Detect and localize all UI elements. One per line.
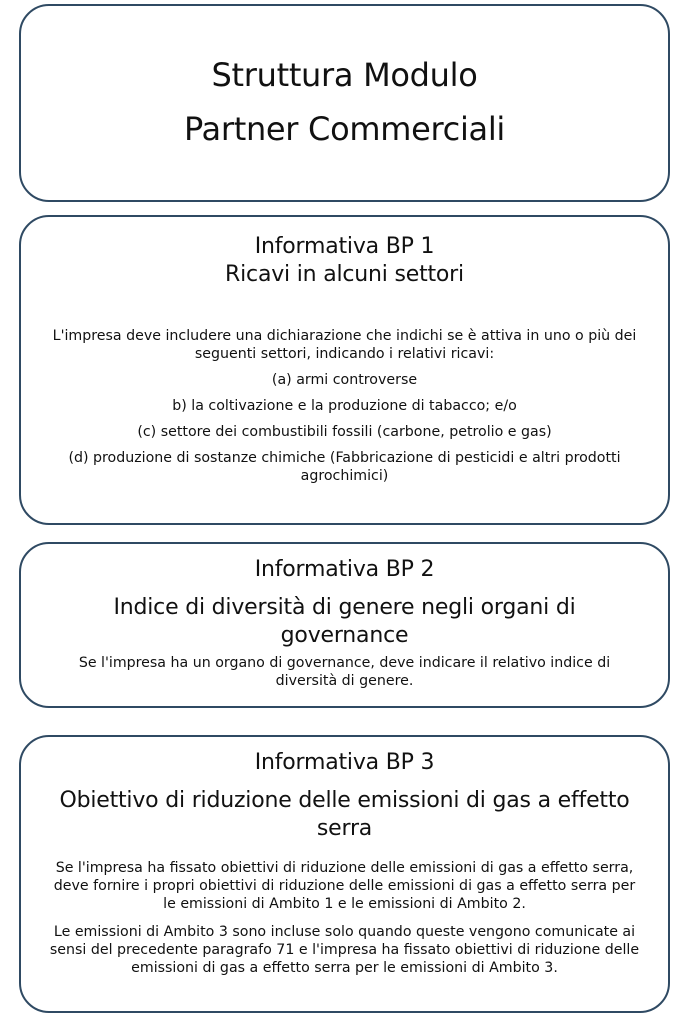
bp1-subtitle: Ricavi in alcuni settori: [225, 262, 464, 287]
bp1-heading: Informativa BP 1: [254, 234, 435, 259]
bp3-paragraph1: Se l'impresa ha fissato obiettivi di riduzione delle emissioni di gas a effetto serra, deve fornire i propri obiettivi di riduzione delle emissioni di gas a effetto serra per le emissioni di Ambito 1 e le emissioni di Ambito 2.: [53, 860, 636, 912]
bp2-text: Se l'impresa ha un organo di governance, deve indicare il relativo indice di diversità di genere.: [78, 655, 611, 689]
bp2-subtitle: Indice di diversità di genere negli organi di governance: [113, 595, 576, 648]
bp3-subtitle: Obiettivo di riduzione delle emissioni di gas a effetto serra: [59, 788, 630, 841]
bp3-box: [19, 735, 670, 1013]
title-box: [19, 4, 670, 202]
main-title-line1: Struttura Modulo: [211, 56, 478, 94]
bp1-item-b: b) la coltivazione e la produzione di tabacco; e/o: [172, 398, 517, 414]
bp1-intro: L'impresa deve includere una dichiarazione che indichi se è attiva in uno o più dei seguenti settori, indicando i relativi ricavi:: [52, 328, 637, 362]
bp3-paragraph2: Le emissioni di Ambito 3 sono incluse solo quando queste vengono comunicate ai sensi del precedente paragrafo 71 e l'impresa ha fissato obiettivi di riduzione delle emissioni di gas a effetto serra per le emissioni di Ambito 3.: [49, 924, 640, 976]
bp2-box: [19, 542, 670, 708]
bp1-box: [19, 215, 670, 525]
main-title-line2: Partner Commerciali: [183, 110, 506, 148]
bp1-item-c: (c) settore dei combustibili fossili (carbone, petrolio e gas): [137, 424, 552, 440]
bp2-heading: Informativa BP 2: [254, 557, 435, 582]
bp1-item-d: (d) produzione di sostanze chimiche (Fabbricazione di pesticidi e altri prodotti agrochimici): [68, 450, 621, 484]
bp1-item-a: (a) armi controverse: [271, 372, 418, 388]
bp3-heading: Informativa BP 3: [254, 750, 435, 775]
